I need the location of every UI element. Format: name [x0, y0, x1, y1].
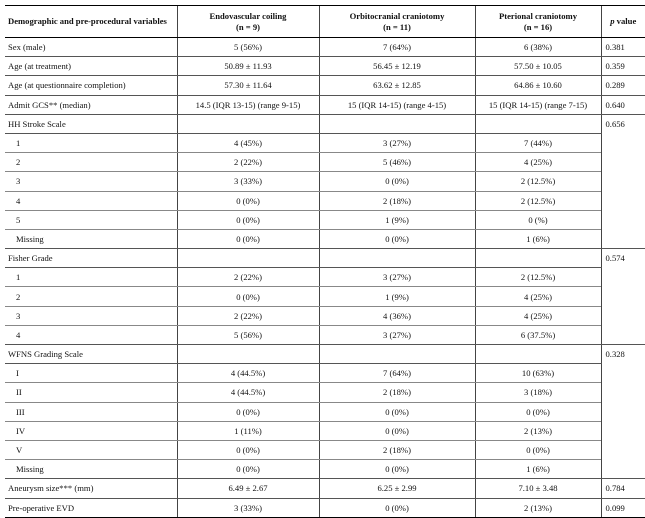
cell-p-value: 0.574 [601, 249, 645, 345]
cell-endovascular: 0 (0%) [177, 287, 319, 306]
header-pterional: Pterional craniotomy (n = 16) [475, 6, 601, 38]
cell-endovascular: 2 (22%) [177, 153, 319, 172]
cell-pterional [475, 345, 601, 364]
cell-pterional: 57.50 ± 10.05 [475, 57, 601, 76]
table-row [5, 76, 645, 95]
cell-pterional: 7.10 ± 3.48 [475, 479, 601, 498]
table-row [5, 210, 645, 229]
table-row [5, 95, 645, 114]
cell-endovascular [177, 114, 319, 133]
table-row [5, 172, 645, 191]
table-row [5, 287, 645, 306]
cell-pterional: 2 (12.5%) [475, 268, 601, 287]
cell-orbitocranial: 0 (0%) [319, 421, 475, 440]
row-label: 3 [5, 306, 177, 325]
table-row [5, 383, 645, 402]
table-row [5, 114, 645, 133]
table-row [5, 460, 645, 479]
cell-pterional: 4 (25%) [475, 153, 601, 172]
cell-pterional: 3 (18%) [475, 383, 601, 402]
table-row [5, 38, 645, 57]
cell-orbitocranial: 0 (0%) [319, 229, 475, 248]
cell-endovascular: 14.5 (IQR 13-15) (range 9-15) [177, 95, 319, 114]
cell-orbitocranial [319, 249, 475, 268]
table-row [5, 57, 645, 76]
cell-orbitocranial: 0 (0%) [319, 460, 475, 479]
cell-orbitocranial: 63.62 ± 12.85 [319, 76, 475, 95]
cell-pterional: 0 (%) [475, 210, 601, 229]
cell-pterional: 2 (13%) [475, 498, 601, 517]
header-orbitocranial: Orbitocranial craniotomy (n = 11) [319, 6, 475, 38]
table-row [5, 364, 645, 383]
cell-pterional: 6 (37.5%) [475, 325, 601, 344]
table-row [5, 268, 645, 287]
cell-endovascular: 0 (0%) [177, 191, 319, 210]
table-row [5, 345, 645, 364]
row-label: 1 [5, 268, 177, 287]
row-label: Admit GCS** (median) [5, 95, 177, 114]
table-row [5, 249, 645, 268]
cell-endovascular: 4 (44.5%) [177, 383, 319, 402]
row-label: 4 [5, 325, 177, 344]
row-label: Fisher Grade [5, 249, 177, 268]
cell-orbitocranial: 2 (18%) [319, 191, 475, 210]
cell-orbitocranial: 0 (0%) [319, 172, 475, 191]
cell-endovascular: 0 (0%) [177, 460, 319, 479]
cell-endovascular: 3 (33%) [177, 498, 319, 517]
row-label: IV [5, 421, 177, 440]
cell-p-value: 0.640 [601, 95, 645, 114]
table-row [5, 325, 645, 344]
cell-orbitocranial [319, 345, 475, 364]
cell-pterional: 64.86 ± 10.60 [475, 76, 601, 95]
cell-orbitocranial [319, 114, 475, 133]
cell-endovascular [177, 249, 319, 268]
cell-endovascular: 2 (22%) [177, 268, 319, 287]
cell-pterional [475, 114, 601, 133]
cell-orbitocranial: 56.45 ± 12.19 [319, 57, 475, 76]
cell-endovascular: 4 (44.5%) [177, 364, 319, 383]
row-label: 2 [5, 153, 177, 172]
table-row [5, 440, 645, 459]
table-row [5, 421, 645, 440]
row-label: Sex (male) [5, 38, 177, 57]
header-endovascular: Endovascular coiling (n = 9) [177, 6, 319, 38]
table-row [5, 191, 645, 210]
table-row [5, 133, 645, 152]
table-row [5, 402, 645, 421]
cell-p-value: 0.099 [601, 498, 645, 517]
cell-pterional: 4 (25%) [475, 306, 601, 325]
cell-orbitocranial: 7 (64%) [319, 364, 475, 383]
table-row [5, 229, 645, 248]
cell-pterional: 1 (6%) [475, 229, 601, 248]
cell-pterional: 0 (0%) [475, 402, 601, 421]
cell-endovascular: 0 (0%) [177, 210, 319, 229]
cell-endovascular: 50.89 ± 11.93 [177, 57, 319, 76]
cell-pterional: 2 (12.5%) [475, 191, 601, 210]
cell-endovascular: 3 (33%) [177, 172, 319, 191]
cell-pterional: 6 (38%) [475, 38, 601, 57]
cell-endovascular: 0 (0%) [177, 229, 319, 248]
row-label: 3 [5, 172, 177, 191]
cell-orbitocranial: 1 (9%) [319, 210, 475, 229]
demographics-table [5, 5, 645, 518]
cell-p-value: 0.656 [601, 114, 645, 248]
cell-orbitocranial: 0 (0%) [319, 402, 475, 421]
cell-pterional: 2 (12.5%) [475, 172, 601, 191]
cell-orbitocranial: 2 (18%) [319, 383, 475, 402]
table-row [5, 306, 645, 325]
cell-orbitocranial: 3 (27%) [319, 268, 475, 287]
cell-endovascular: 0 (0%) [177, 440, 319, 459]
cell-endovascular: 5 (56%) [177, 325, 319, 344]
row-label: Age (at questionnaire completion) [5, 76, 177, 95]
row-label: Pre-operative EVD [5, 498, 177, 517]
row-label: 4 [5, 191, 177, 210]
cell-orbitocranial: 3 (27%) [319, 325, 475, 344]
table-container [5, 5, 637, 518]
cell-orbitocranial: 3 (27%) [319, 133, 475, 152]
row-label: WFNS Grading Scale [5, 345, 177, 364]
cell-endovascular [177, 345, 319, 364]
cell-pterional: 4 (25%) [475, 287, 601, 306]
table-row [5, 153, 645, 172]
row-label: Missing [5, 229, 177, 248]
cell-endovascular: 6.49 ± 2.67 [177, 479, 319, 498]
cell-p-value: 0.289 [601, 76, 645, 95]
cell-endovascular: 1 (11%) [177, 421, 319, 440]
cell-pterional: 10 (63%) [475, 364, 601, 383]
cell-endovascular: 5 (56%) [177, 38, 319, 57]
cell-endovascular: 2 (22%) [177, 306, 319, 325]
cell-p-value: 0.328 [601, 345, 645, 479]
row-label: Age (at treatment) [5, 57, 177, 76]
cell-pterional: 0 (0%) [475, 440, 601, 459]
cell-p-value: 0.359 [601, 57, 645, 76]
cell-orbitocranial: 1 (9%) [319, 287, 475, 306]
row-label: 2 [5, 287, 177, 306]
row-label: 1 [5, 133, 177, 152]
cell-endovascular: 57.30 ± 11.64 [177, 76, 319, 95]
row-label: Aneurysm size*** (mm) [5, 479, 177, 498]
row-label: HH Stroke Scale [5, 114, 177, 133]
table-row [5, 479, 645, 498]
row-label: III [5, 402, 177, 421]
cell-endovascular: 4 (45%) [177, 133, 319, 152]
row-label: Missing [5, 460, 177, 479]
row-label: 5 [5, 210, 177, 229]
cell-orbitocranial: 7 (64%) [319, 38, 475, 57]
cell-pterional: 7 (44%) [475, 133, 601, 152]
cell-orbitocranial: 4 (36%) [319, 306, 475, 325]
cell-orbitocranial: 6.25 ± 2.99 [319, 479, 475, 498]
cell-orbitocranial: 15 (IQR 14-15) (range 4-15) [319, 95, 475, 114]
cell-pterional: 1 (6%) [475, 460, 601, 479]
cell-orbitocranial: 5 (46%) [319, 153, 475, 172]
cell-p-value: 0.784 [601, 479, 645, 498]
cell-endovascular: 0 (0%) [177, 402, 319, 421]
header-p-value: p value [601, 6, 645, 38]
cell-orbitocranial: 2 (18%) [319, 440, 475, 459]
cell-pterional: 2 (13%) [475, 421, 601, 440]
cell-pterional: 15 (IQR 14-15) (range 7-15) [475, 95, 601, 114]
cell-pterional [475, 249, 601, 268]
row-label: II [5, 383, 177, 402]
row-label: I [5, 364, 177, 383]
table-row [5, 498, 645, 517]
cell-orbitocranial: 0 (0%) [319, 498, 475, 517]
row-label: V [5, 440, 177, 459]
header-row [5, 6, 645, 38]
cell-p-value: 0.381 [601, 38, 645, 57]
header-variables: Demographic and pre-procedural variables [5, 6, 177, 38]
